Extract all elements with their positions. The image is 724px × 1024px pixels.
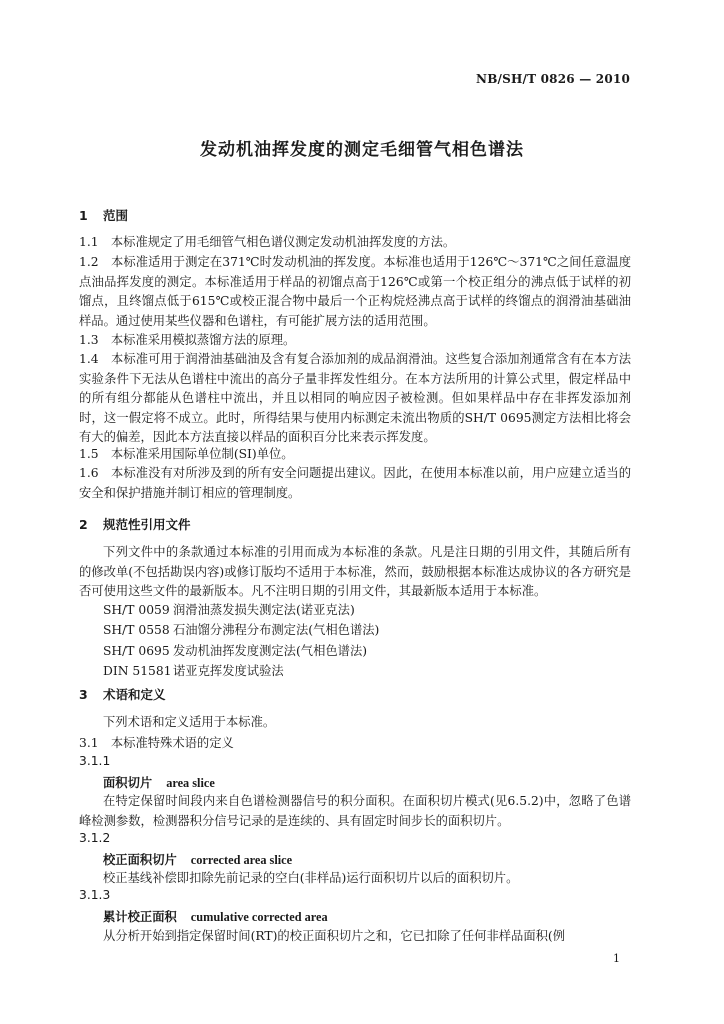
term-heading [103, 850, 292, 868]
clause-1-2: 1.2 本标准适用于测定在371℃时发动机油的挥发度。本标准也适用于126℃～371℃之间任意温度点油品挥发度的测定。本标准适用于样品的初馏点高于126℃或第一个校正组分的沸点低于试样的初馏点，且终馏点低于615℃或校正混合物中最后一个正构烷烃沸点高于试样的终馏点的润滑油基础油样品。通过使用某些仪器和色谱柱，有可能扩展方法的适用范围。 [79, 255, 631, 328]
section-heading-2 [79, 515, 191, 533]
term-definition: 在特定保留时间段内来自色谱检测器信号的积分面积。在面积切片模式(见6.5.2)中，忽略了色谱峰检测参数，检测器积分信号记录的是连续的、具有固定时间步长的面积切片。 [79, 794, 631, 828]
reference-item [103, 620, 379, 640]
term-en: area slice [166, 776, 215, 790]
section-title: 规范性引用文件 [103, 517, 191, 532]
section-title: 术语和定义 [103, 687, 166, 702]
page-number: 1 [613, 952, 620, 965]
reference-code: DIN 51581 [103, 663, 172, 678]
reference-item [103, 600, 379, 620]
reference-code: SH/T 0695 [103, 643, 170, 658]
term-en: cumulative corrected area [190, 910, 328, 924]
reference-item [103, 661, 379, 681]
reference-code: SH/T 0558 [103, 623, 170, 638]
reference-list [103, 600, 379, 681]
clause-number-3-1-2: 3.1.2 [79, 831, 111, 845]
clause-number-3-1-3: 3.1.3 [79, 888, 111, 902]
reference-name: 石油馏分沸程分布测定法(气相色谱法) [173, 623, 380, 638]
section-heading-3 [79, 685, 166, 703]
term-heading [103, 907, 328, 925]
clause-1-6: 1.6 本标准没有对所涉及到的所有安全问题提出建议。因此，在使用本标准以前，用户应建立适当的安全和保护措施并制订相应的管理制度。 [79, 466, 631, 500]
term-definition: 校正基线补偿即扣除先前记录的空白(非样品)运行面积切片以后的面积切片。 [103, 871, 519, 885]
clause-1-4: 1.4 本标准可用于润滑油基础油及含有复合添加剂的成品润滑油。这些复合添加剂通常含有在本方法实验条件下无法从色谱柱中流出的高分子量非挥发性组分。在本方法所用的计算公式里，假定样品中的所有组分都能从色谱柱中流出，并且以相同的响应因子被检测。但如果样品中存在非挥发添加剂时，这一假定将不成立。此时，所得结果与使用内标测定未流出物质的SH/T 0695测定方法相比将会有大的偏差，因此本方法直接以样品的面积百分比来表示挥发度。 [79, 352, 631, 445]
term-cn: 面积切片 [103, 775, 153, 790]
clause-1-3: 1.3 本标准采用模拟蒸馏方法的原理。 [79, 333, 296, 347]
clause-1-5: 1.5 本标准采用国际单位制(SI)单位。 [79, 447, 294, 461]
reference-name: 发动机油挥发度测定法(气相色谱法) [173, 643, 368, 658]
section-number: 3 [79, 687, 88, 702]
reference-name: 润滑油蒸发损失测定法(诺亚克法) [173, 603, 355, 617]
section-heading-1 [79, 206, 128, 224]
term-heading [103, 773, 215, 791]
section-number: 1 [79, 208, 88, 223]
term-cn: 校正面积切片 [103, 852, 177, 867]
term-en: corrected area slice [190, 853, 293, 867]
section-title: 范围 [103, 208, 129, 223]
reference-code: SH/T 0059 [103, 603, 170, 617]
section-number: 2 [79, 517, 88, 532]
clause-1-1: 1.1 本标准规定了用毛细管气相色谱仪测定发动机油挥发度的方法。 [79, 235, 456, 249]
reference-item [103, 641, 379, 661]
standard-number: NB/SH/T 0826 — 2010 [476, 72, 630, 86]
terms-intro: 下列术语和定义适用于本标准。 [103, 715, 276, 729]
reference-name: 诺亚克挥发度试验法 [173, 663, 284, 678]
document-title: 发动机油挥发度的测定毛细管气相色谱法 [200, 140, 524, 160]
clause-3-1: 3.1 本标准特殊术语的定义 [79, 736, 234, 750]
clause-number-3-1-1: 3.1.1 [79, 754, 111, 768]
term-definition: 从分析开始到指定保留时间(RT)的校正面积切片之和，它已扣除了任何非样品面积(例 [103, 929, 566, 943]
term-cn: 累计校正面积 [103, 909, 177, 924]
normative-references-intro: 下列文件中的条款通过本标准的引用而成为本标准的条款。凡是注日期的引用文件，其随后所有的修改单(不包括勘误内容)或修订版均不适用于本标准，然而，鼓励根据本标准达成协议的各方研究是否可使用这些文件的最新版本。凡不注明日期的引用文件，其最新版本适用于本标准。 [79, 545, 631, 599]
